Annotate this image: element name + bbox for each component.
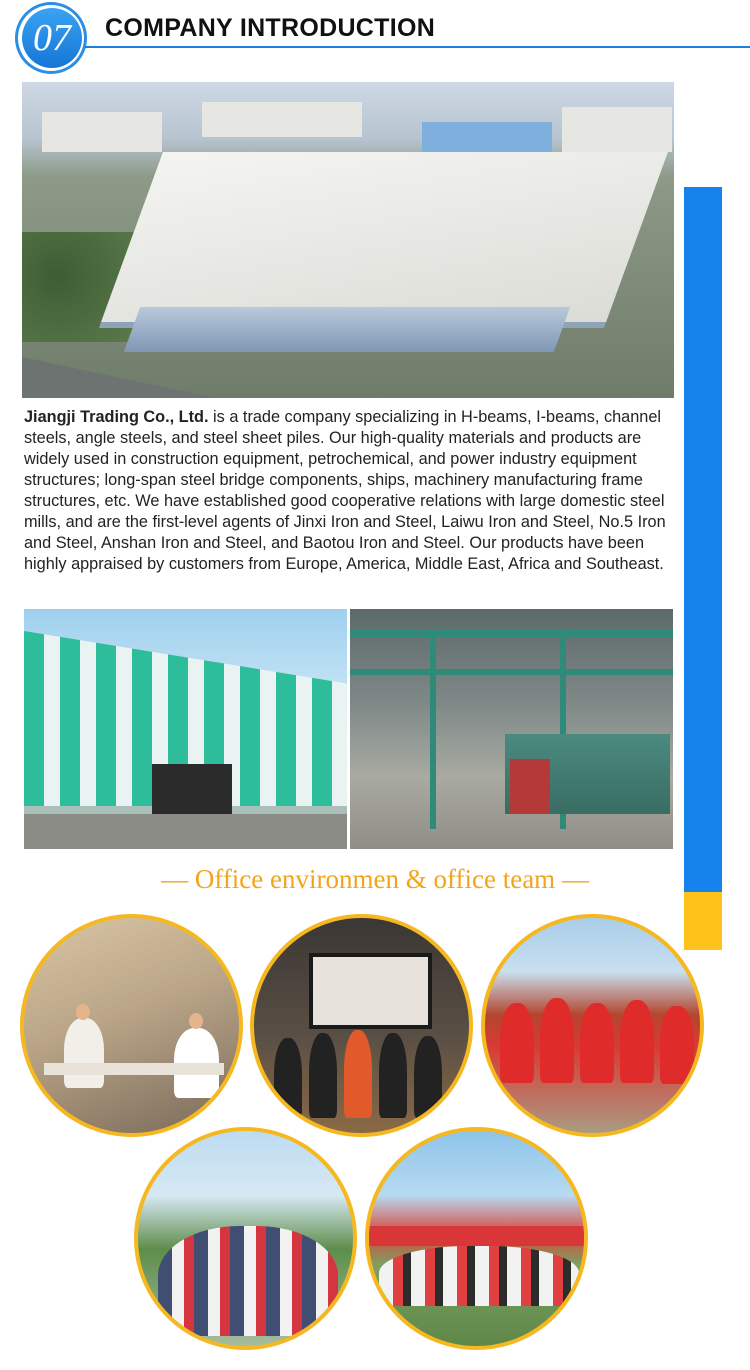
header-underline — [85, 46, 750, 48]
side-accent-blue — [684, 187, 722, 892]
office-environment-photo — [20, 914, 243, 1137]
company-name: Jiangji Trading Co., Ltd. — [24, 408, 209, 426]
team-building-photo — [365, 1127, 588, 1350]
football-team-photo — [481, 914, 704, 1137]
section-header — [0, 0, 750, 80]
section-number-badge: 07 — [22, 8, 82, 68]
factory-aerial-photo — [22, 82, 674, 398]
side-accent-bar — [684, 187, 722, 950]
warehouse-interior-photo — [350, 609, 673, 849]
company-description-body: is a trade company specializing in H-beams, I-beams, channel steels, angle steels, and steel sheet piles. Our high-quality materials and products are widely used in construction equipment, petrochemical, and power industry equipment structures; long-span steel bridge components, ships, machinery manufacturing frame structures, etc. We have established good cooperative relations with large domestic steel mills, and are the first-level agents of Jinxi Iron and Steel, Laiwu Iron and Steel, No.5 Iron and Steel, Anshan Iron and Steel, and Baotou Iron and Steel. Our products have been highly appraised by customers from Europe, America, Middle East, Africa and Southeast. — [24, 408, 666, 573]
team-award-photo — [250, 914, 473, 1137]
company-description — [24, 407, 674, 575]
side-accent-yellow — [684, 892, 722, 950]
warehouse-exterior-photo — [24, 609, 347, 849]
section-title: COMPANY INTRODUCTION — [105, 14, 436, 42]
team-outing-photo — [134, 1127, 357, 1350]
office-section-heading: — Office environmen & office team — — [161, 864, 589, 894]
